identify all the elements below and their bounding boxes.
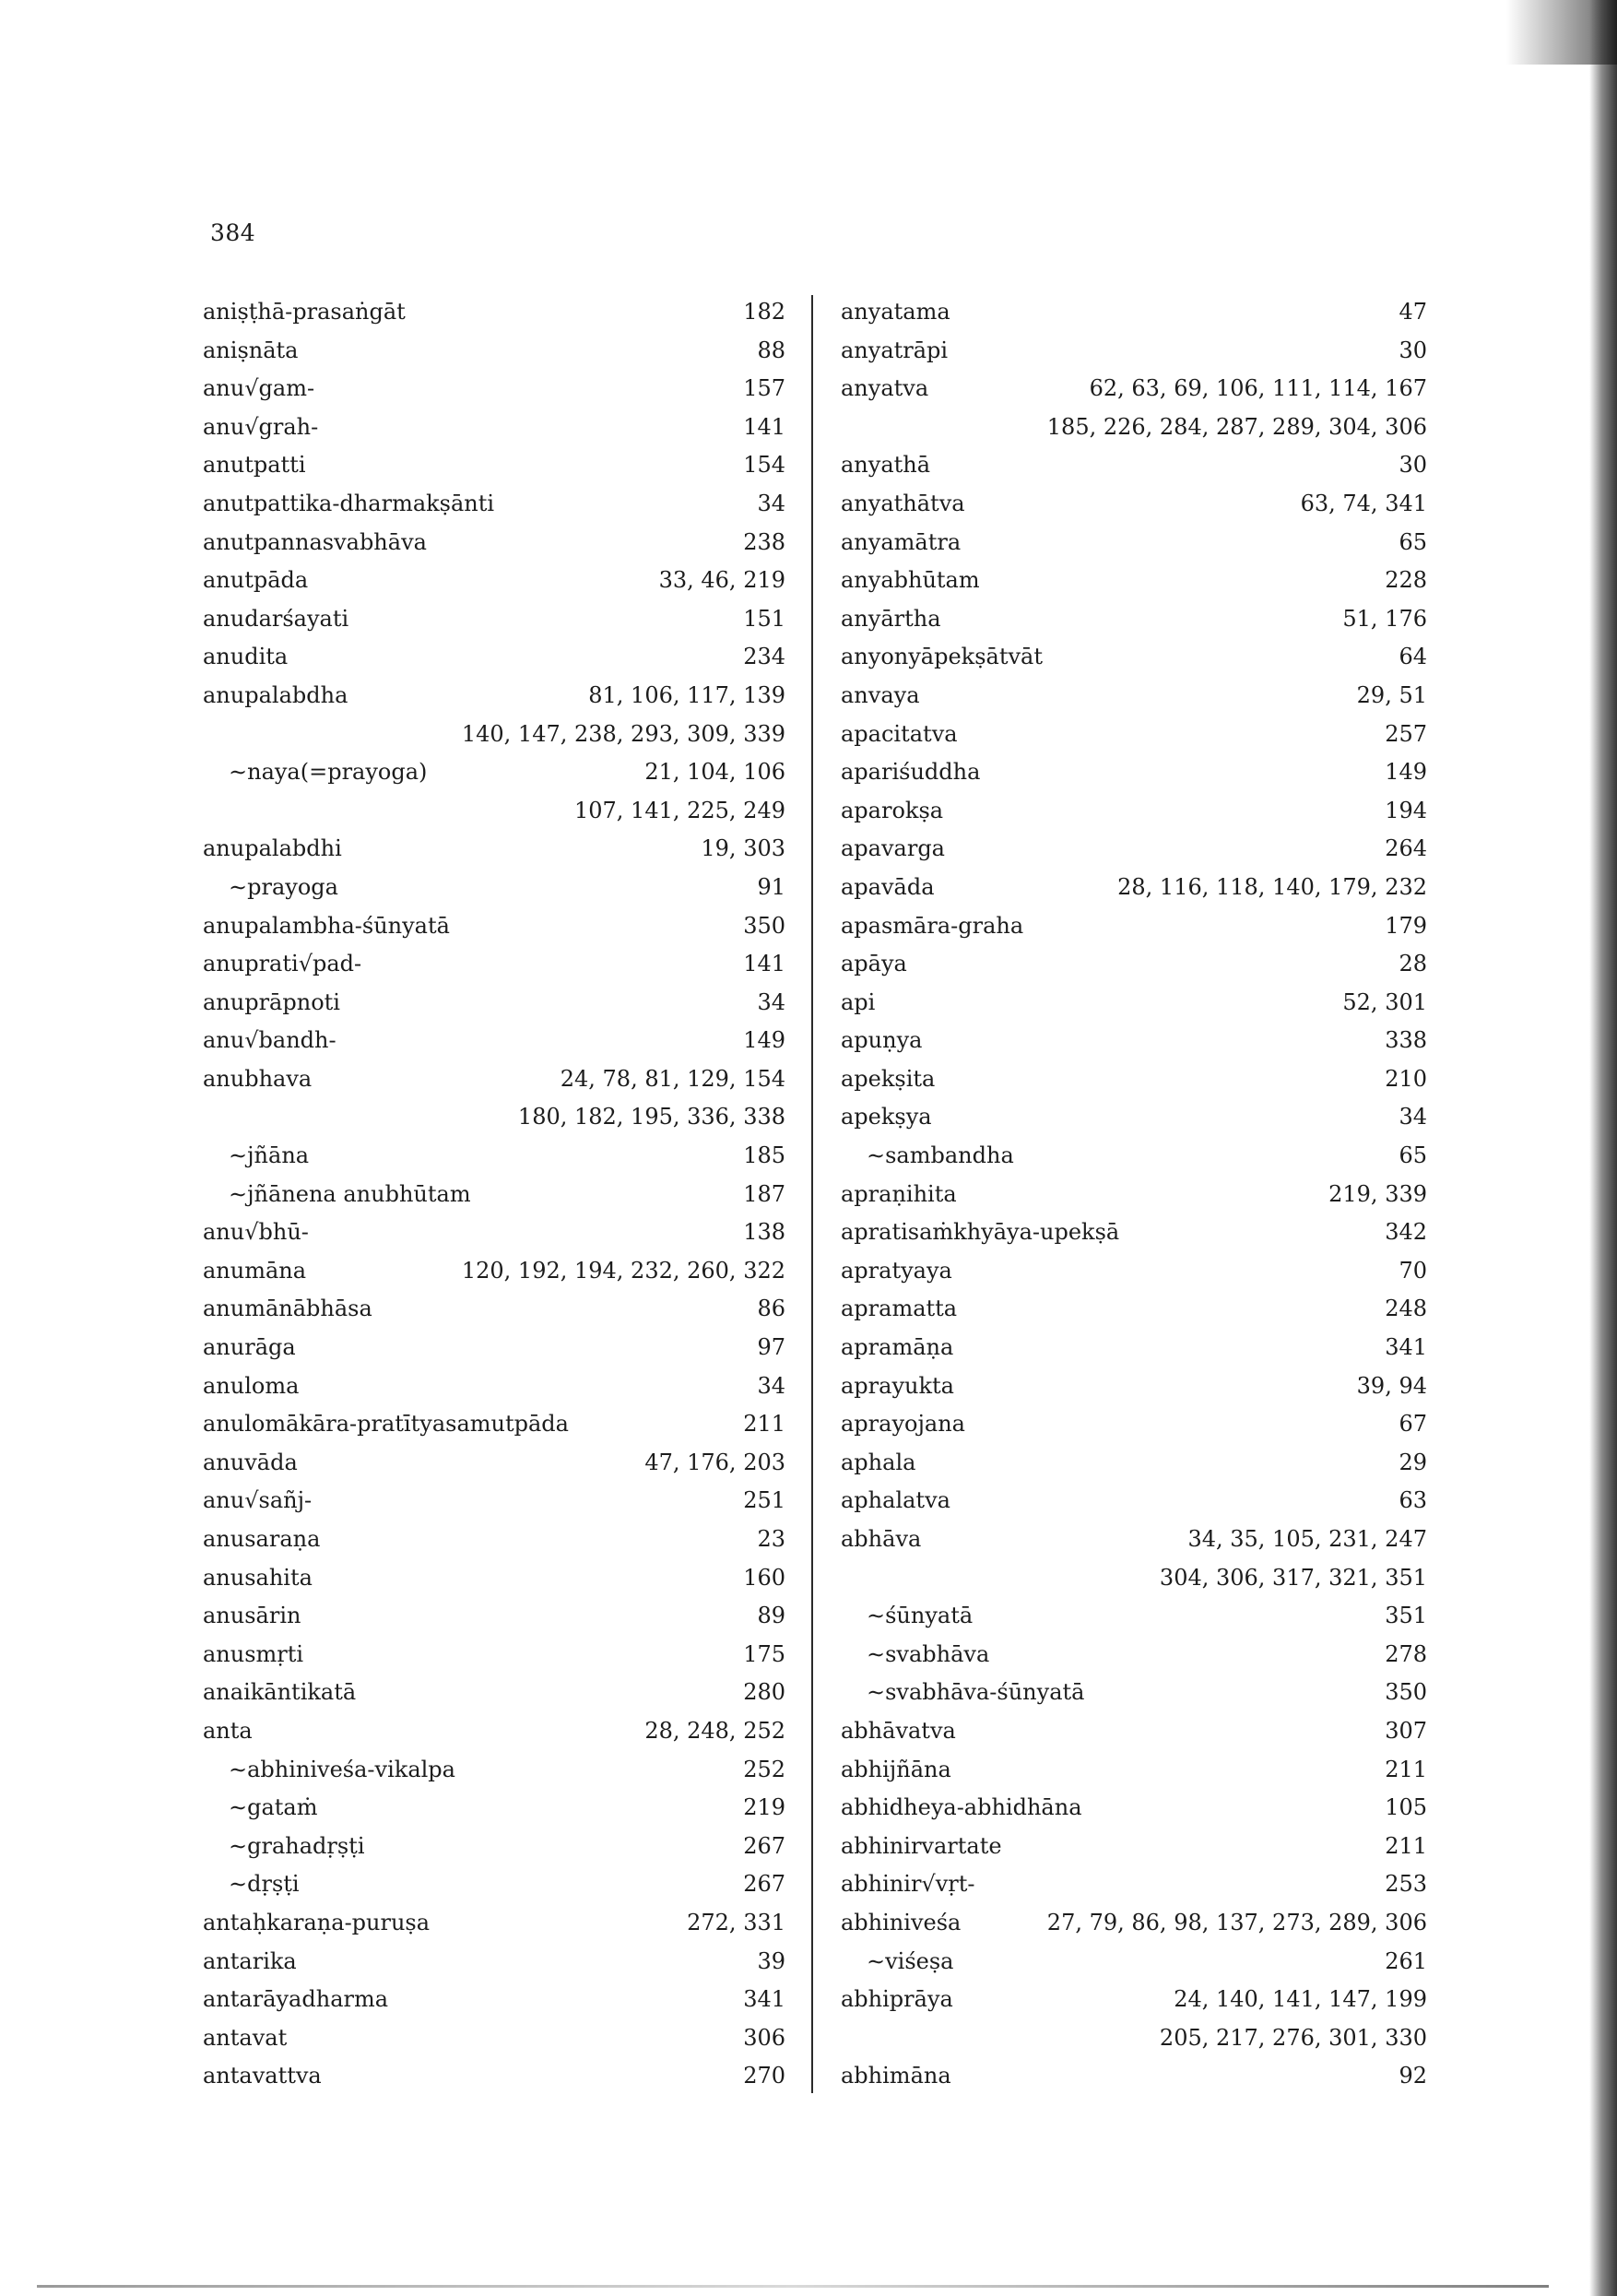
entry-term: aphala [841, 1449, 916, 1475]
page-number: 384 [210, 219, 256, 246]
entry-term: apuṇya [841, 1027, 923, 1054]
entry-pages: 211 [1385, 1832, 1427, 1859]
entry-pages: 264 [1385, 835, 1427, 862]
entry-term: anyonyāpekṣātvāt [841, 644, 1043, 670]
entry-pages: 180, 182, 195, 336, 338 [517, 1104, 785, 1130]
entry-term: ∼jñāna [229, 1142, 310, 1169]
entry-pages: 28, 248, 252 [644, 1717, 785, 1744]
index-entry [841, 1751, 1427, 1790]
entry-term: antarika [203, 1947, 297, 1974]
index-entry [841, 716, 1427, 754]
entry-term: aniṣṭhā-prasaṅgāt [203, 299, 406, 325]
entry-pages: 89 [757, 1603, 785, 1629]
entry-pages: 248 [1385, 1296, 1427, 1322]
entry-pages: 211 [1385, 1756, 1427, 1782]
index-entry [841, 1329, 1427, 1367]
index-entry [203, 1213, 785, 1252]
entry-term: anyārtha [841, 605, 941, 632]
entry-term: anuprāpnoti [203, 988, 340, 1015]
index-entry [203, 907, 785, 946]
entry-term: apekṣita [841, 1065, 936, 1092]
entry-pages: 34 [757, 1372, 785, 1399]
index-entry [841, 600, 1427, 639]
entry-term: anyathā [841, 452, 931, 479]
entry-term: apekṣya [841, 1104, 932, 1130]
entry-pages: 338 [1385, 1027, 1427, 1054]
index-entry [203, 446, 785, 485]
index-entry [203, 869, 785, 907]
entry-pages: 120, 192, 194, 232, 260, 322 [461, 1257, 785, 1284]
index-entry [203, 1636, 785, 1675]
entry-pages: 28, 116, 118, 140, 179, 232 [1117, 873, 1427, 900]
entry-pages: 194 [1385, 797, 1427, 823]
index-entry [841, 1213, 1427, 1252]
index-entry [841, 638, 1427, 677]
index-entry [841, 1789, 1427, 1828]
entry-term: aparokṣa [841, 797, 944, 823]
entry-term: anusahita [203, 1564, 313, 1591]
entry-pages: 154 [743, 452, 785, 479]
entry-term: ∼naya(=prayoga) [229, 759, 428, 786]
entry-term: apramāṇa [841, 1334, 954, 1361]
entry-pages: 39, 94 [1356, 1372, 1427, 1399]
index-entry [841, 1597, 1427, 1636]
entry-term: anyathātva [841, 490, 965, 516]
entry-pages: 141 [743, 413, 785, 440]
index-entry-continuation [203, 1098, 785, 1137]
entry-pages: 175 [743, 1640, 785, 1667]
entry-pages: 238 [743, 528, 785, 555]
entry-pages: 267 [743, 1871, 785, 1898]
entry-pages: 86 [757, 1296, 785, 1322]
index-entry [841, 2057, 1427, 2096]
index-entry [841, 293, 1427, 332]
entry-pages: 47 [1399, 299, 1427, 325]
entry-term: anu√grah- [203, 413, 319, 440]
entry-pages: 51, 176 [1342, 605, 1427, 632]
index-entry-continuation [841, 408, 1427, 447]
entry-term: anupalabdhi [203, 835, 342, 862]
index-entry [841, 1636, 1427, 1675]
entry-pages: 34 [1399, 1104, 1427, 1130]
index-entry [203, 1751, 785, 1790]
index-entry-continuation [203, 716, 785, 754]
entry-pages: 81, 106, 117, 139 [588, 681, 785, 708]
entry-term: abhidheya-abhidhāna [841, 1794, 1082, 1821]
index-entry [841, 1252, 1427, 1291]
entry-term: abhimāna [841, 2063, 951, 2089]
entry-term: anutpāda [203, 567, 309, 594]
entry-pages: 350 [1385, 1679, 1427, 1706]
column-divider [811, 295, 813, 2093]
entry-term: anu√bhū- [203, 1219, 309, 1246]
index-entry [841, 792, 1427, 831]
index-entry [203, 1712, 785, 1751]
entry-pages: 253 [1385, 1871, 1427, 1898]
entry-term: aprayojana [841, 1411, 965, 1438]
entry-pages: 62, 63, 69, 106, 111, 114, 167 [1089, 375, 1427, 402]
index-entry [841, 1712, 1427, 1751]
entry-pages: 350 [743, 912, 785, 939]
entry-term: anumānābhāsa [203, 1296, 372, 1322]
index-entry [841, 830, 1427, 869]
entry-pages: 21, 104, 106 [644, 759, 785, 786]
entry-pages: 30 [1399, 452, 1427, 479]
index-entry [841, 1290, 1427, 1329]
entry-term: anvaya [841, 681, 920, 708]
entry-pages: 29 [1399, 1449, 1427, 1475]
index-entry [203, 600, 785, 639]
index-entry [203, 1290, 785, 1329]
index-entry [203, 1674, 785, 1712]
entry-term: anutpannasvabhāva [203, 528, 427, 555]
entry-term: anuvāda [203, 1449, 298, 1475]
entry-term: ∼svabhāva [867, 1640, 990, 1667]
index-entry [203, 1329, 785, 1367]
index-entry [203, 1559, 785, 1598]
entry-term: anyatrāpi [841, 337, 949, 363]
entry-pages: 342 [1385, 1219, 1427, 1246]
entry-term: ∼sambandha [867, 1142, 1014, 1169]
entry-pages: 34, 35, 105, 231, 247 [1187, 1526, 1427, 1552]
index-entry [203, 485, 785, 524]
entry-term: abhijñāna [841, 1756, 951, 1782]
entry-pages: 261 [1385, 1947, 1427, 1974]
index-entry [841, 1022, 1427, 1060]
entry-pages: 28 [1399, 951, 1427, 977]
index-entry [841, 1137, 1427, 1176]
index-entry [203, 1444, 785, 1483]
entry-pages: 182 [743, 299, 785, 325]
entry-term: anudarśayati [203, 605, 349, 632]
entry-pages: 33, 46, 219 [658, 567, 785, 594]
index-entry [203, 370, 785, 408]
entry-pages: 19, 303 [701, 835, 785, 862]
index-entry [203, 1367, 785, 1406]
entry-term: apramatta [841, 1296, 958, 1322]
index-entry [841, 332, 1427, 371]
index-entry [203, 408, 785, 447]
entry-pages: 140, 147, 238, 293, 309, 339 [461, 720, 785, 747]
entry-pages: 341 [743, 1986, 785, 2013]
scan-bottom-edge [37, 2285, 1549, 2288]
entry-term: apavarga [841, 835, 945, 862]
entry-pages: 39 [757, 1947, 785, 1974]
entry-pages: 151 [743, 605, 785, 632]
entry-pages: 92 [1399, 2063, 1427, 2089]
index-entry [841, 1981, 1427, 2019]
index-entry [203, 1904, 785, 1943]
entry-pages: 211 [743, 1411, 785, 1438]
entry-pages: 88 [757, 337, 785, 363]
index-entry [841, 1444, 1427, 1483]
index-entry [203, 830, 785, 869]
entry-term: antavattva [203, 2063, 322, 2089]
scan-edge-shadow [1589, 0, 1617, 2296]
index-entry [203, 1060, 785, 1099]
entry-term: anusmṛti [203, 1640, 304, 1667]
entry-term: anaikāntikatā [203, 1679, 357, 1706]
entry-term: anyamātra [841, 528, 962, 555]
index-entry [203, 1597, 785, 1636]
entry-pages: 52, 301 [1342, 988, 1427, 1015]
entry-pages: 91 [757, 873, 785, 900]
entry-term: antaḥkaraṇa-puruṣa [203, 1909, 431, 1935]
index-entry-continuation [841, 2019, 1427, 2058]
index-entry [841, 984, 1427, 1023]
entry-pages: 219 [743, 1794, 785, 1821]
entry-term: anu√sañj- [203, 1487, 313, 1514]
entry-term: abhiprāya [841, 1986, 953, 2013]
index-entry [203, 1943, 785, 1982]
entry-pages: 257 [1385, 720, 1427, 747]
index-entry [203, 1521, 785, 1559]
entry-pages: 306 [743, 2024, 785, 2051]
entry-term: antavat [203, 2024, 288, 2051]
index-entry [841, 753, 1427, 792]
entry-term: ∼svabhāva-śūnyatā [867, 1679, 1085, 1706]
entry-term: ∼gataṁ [229, 1794, 318, 1821]
entry-term: ∼dṛṣṭi [229, 1871, 300, 1898]
entry-term: abhinir√vṛt- [841, 1871, 975, 1898]
entry-term: abhāvatva [841, 1717, 956, 1744]
index-entry-continuation [841, 1559, 1427, 1598]
index-entry [203, 2057, 785, 2096]
entry-pages: 30 [1399, 337, 1427, 363]
entry-pages: 185 [743, 1142, 785, 1169]
index-entry [203, 753, 785, 792]
entry-pages: 210 [1385, 1065, 1427, 1092]
entry-term: abhiniveśa [841, 1909, 962, 1935]
entry-term: anutpatti [203, 452, 306, 479]
entry-term: anyabhūtam [841, 567, 980, 594]
index-entry [841, 1828, 1427, 1866]
index-entry [841, 485, 1427, 524]
index-entry [841, 1865, 1427, 1904]
entry-pages: 187 [743, 1180, 785, 1207]
entry-term: anusaraṇa [203, 1526, 321, 1552]
index-entry [841, 1176, 1427, 1214]
index-entry [203, 1137, 785, 1176]
index-entry [841, 907, 1427, 946]
entry-pages: 105 [1385, 1794, 1427, 1821]
index-entry [203, 1022, 785, 1060]
index-entry [203, 562, 785, 600]
entry-term: ∼prayoga [229, 873, 338, 900]
entry-term: ∼abhiniveśa-vikalpa [229, 1756, 455, 1782]
entry-term: ∼śūnyatā [867, 1603, 974, 1629]
index-entry [841, 1482, 1427, 1521]
entry-term: apāya [841, 951, 907, 977]
entry-term: abhinirvartate [841, 1832, 1002, 1859]
index-entry [203, 2019, 785, 2058]
entry-pages: 24, 140, 141, 147, 199 [1174, 1986, 1427, 2013]
index-entry [203, 638, 785, 677]
entry-pages: 205, 217, 276, 301, 330 [1159, 2024, 1427, 2051]
entry-term: anumāna [203, 1257, 307, 1284]
entry-pages: 23 [757, 1526, 785, 1552]
entry-pages: 107, 141, 225, 249 [573, 797, 785, 823]
entry-pages: 67 [1399, 1411, 1427, 1438]
index-entry [203, 677, 785, 716]
entry-term: anurāga [203, 1334, 296, 1361]
index-entry [841, 1060, 1427, 1099]
entry-pages: 65 [1399, 528, 1427, 555]
entry-term: antarāyadharma [203, 1986, 389, 2013]
entry-term: abhāva [841, 1526, 922, 1552]
index-entry [203, 1981, 785, 2019]
entry-pages: 47, 176, 203 [644, 1449, 785, 1475]
entry-term: anyatva [841, 375, 929, 402]
entry-pages: 228 [1385, 567, 1427, 594]
entry-term: apraṇihita [841, 1180, 957, 1207]
entry-pages: 24, 78, 81, 129, 154 [560, 1065, 785, 1092]
entry-term: aniṣnāta [203, 337, 299, 363]
entry-pages: 272, 331 [687, 1909, 785, 1935]
entry-term: aphalatva [841, 1487, 950, 1514]
entry-pages: 149 [743, 1027, 785, 1054]
entry-pages: 270 [743, 2063, 785, 2089]
index-entry [203, 1252, 785, 1291]
index-entry [841, 1367, 1427, 1406]
index-entry-continuation [203, 792, 785, 831]
entry-term: anutpattika-dharmakṣānti [203, 490, 495, 516]
entry-pages: 63 [1399, 1487, 1427, 1514]
entry-pages: 65 [1399, 1142, 1427, 1169]
entry-term: apacitatva [841, 720, 958, 747]
entry-pages: 34 [757, 490, 785, 516]
index-entry [841, 446, 1427, 485]
entry-pages: 149 [1385, 759, 1427, 786]
entry-term: apavāda [841, 873, 935, 900]
entry-term: apariśuddha [841, 759, 981, 786]
index-entry [841, 1943, 1427, 1982]
index-entry [203, 1405, 785, 1444]
index-entry [203, 1789, 785, 1828]
entry-term: ∼grahadṛṣṭi [229, 1832, 365, 1859]
entry-term: ∼jñānena anubhūtam [229, 1180, 471, 1207]
entry-pages: 157 [743, 375, 785, 402]
index-column-right [841, 293, 1427, 2096]
entry-term: apratisaṁkhyāya-upekṣā [841, 1219, 1120, 1246]
entry-pages: 267 [743, 1832, 785, 1859]
entry-pages: 160 [743, 1564, 785, 1591]
index-entry [841, 1521, 1427, 1559]
index-entry [203, 1828, 785, 1866]
entry-term: anuprati√pad- [203, 951, 362, 977]
entry-pages: 27, 79, 86, 98, 137, 273, 289, 306 [1046, 1909, 1427, 1935]
index-entry [203, 945, 785, 984]
index-entry [841, 562, 1427, 600]
index-entry [841, 524, 1427, 562]
entry-pages: 70 [1399, 1257, 1427, 1284]
entry-pages: 341 [1385, 1334, 1427, 1361]
index-entry [203, 984, 785, 1023]
entry-pages: 280 [743, 1679, 785, 1706]
index-entry [203, 1482, 785, 1521]
entry-term: anuloma [203, 1372, 300, 1399]
index-entry [841, 1098, 1427, 1137]
entry-term: anupalabdha [203, 681, 348, 708]
entry-pages: 278 [1385, 1640, 1427, 1667]
entry-pages: 251 [743, 1487, 785, 1514]
entry-pages: 138 [743, 1219, 785, 1246]
index-entry [203, 524, 785, 562]
entry-term: anupalambha-śūnyatā [203, 912, 450, 939]
index-entry [841, 677, 1427, 716]
index-entry [203, 1865, 785, 1904]
entry-pages: 252 [743, 1756, 785, 1782]
index-entry [841, 945, 1427, 984]
entry-term: anusārin [203, 1603, 301, 1629]
index-entry [203, 1176, 785, 1214]
entry-term: apasmāra-graha [841, 912, 1024, 939]
entry-term: anta [203, 1717, 253, 1744]
entry-pages: 141 [743, 951, 785, 977]
index-entry [841, 1674, 1427, 1712]
index-entry [203, 332, 785, 371]
entry-term: ∼viśeṣa [867, 1947, 954, 1974]
entry-term: aprayukta [841, 1372, 954, 1399]
entry-pages: 97 [757, 1334, 785, 1361]
entry-pages: 307 [1385, 1717, 1427, 1744]
entry-term: apratyaya [841, 1257, 952, 1284]
entry-term: anubhava [203, 1065, 313, 1092]
entry-term: anu√bandh- [203, 1027, 336, 1054]
entry-pages: 219, 339 [1328, 1180, 1427, 1207]
entry-pages: 63, 74, 341 [1300, 490, 1427, 516]
entry-pages: 304, 306, 317, 321, 351 [1159, 1564, 1427, 1591]
index-entry [841, 370, 1427, 408]
entry-pages: 234 [743, 644, 785, 670]
index-entry [841, 869, 1427, 907]
entry-pages: 34 [757, 988, 785, 1015]
entry-term: anyatama [841, 299, 950, 325]
entry-pages: 179 [1385, 912, 1427, 939]
entry-term: api [841, 988, 876, 1015]
entry-term: anudita [203, 644, 289, 670]
entry-pages: 29, 51 [1356, 681, 1427, 708]
index-entry [203, 293, 785, 332]
entry-pages: 64 [1399, 644, 1427, 670]
index-entry [841, 1904, 1427, 1943]
entry-pages: 185, 226, 284, 287, 289, 304, 306 [1046, 413, 1427, 440]
entry-term: anu√gam- [203, 375, 315, 402]
entry-pages: 351 [1385, 1603, 1427, 1629]
index-entry [841, 1405, 1427, 1444]
index-column-left [203, 293, 785, 2096]
entry-term: anulomākāra-pratītyasamutpāda [203, 1411, 569, 1438]
